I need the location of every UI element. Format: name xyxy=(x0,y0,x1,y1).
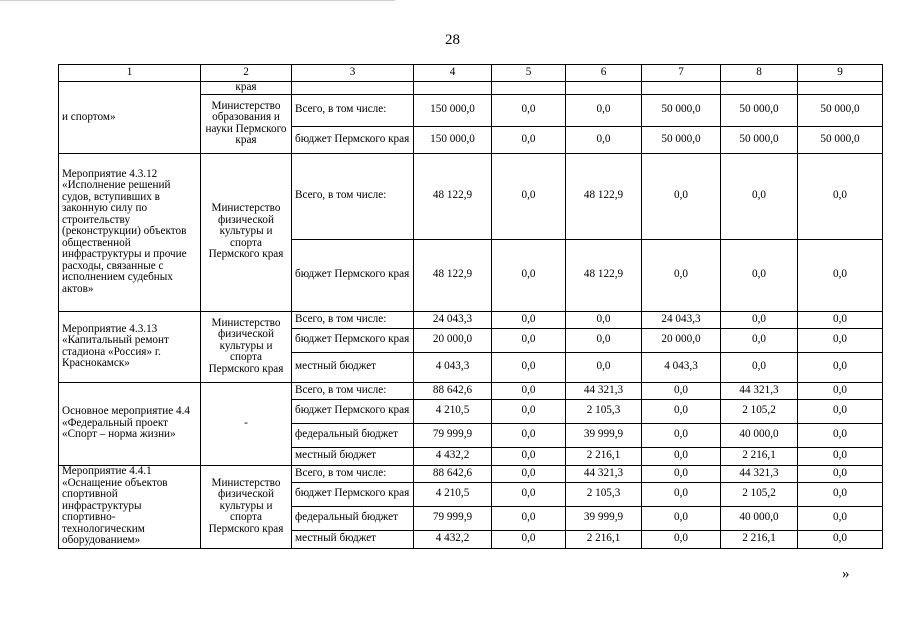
value-cell: 0,0 xyxy=(492,239,566,311)
value-cell: 0,0 xyxy=(492,399,566,423)
funding-source: Всего, в том числе: xyxy=(292,382,414,399)
value-cell: 39 999,9 xyxy=(566,423,642,447)
value-cell: 150 000,0 xyxy=(414,94,492,126)
value-cell: 50 000,0 xyxy=(642,94,721,126)
value-cell: 2 216,1 xyxy=(566,530,642,548)
value-cell: 0,0 xyxy=(492,447,566,465)
value-cell: 0,0 xyxy=(566,328,642,352)
value-cell: 0,0 xyxy=(798,447,883,465)
column-header: 5 xyxy=(492,65,566,82)
value-cell: 0,0 xyxy=(642,153,721,239)
funding-source: Всего, в том числе: xyxy=(292,465,414,482)
value-cell: 48 122,9 xyxy=(414,239,492,311)
funding-source: местный бюджет xyxy=(292,352,414,382)
value-cell: 4 432,2 xyxy=(414,530,492,548)
value-cell: 0,0 xyxy=(492,465,566,482)
value-cell: 79 999,9 xyxy=(414,423,492,447)
value-cell: 48 122,9 xyxy=(566,153,642,239)
value-cell: 4 210,5 xyxy=(414,482,492,506)
value-cell: 50 000,0 xyxy=(642,126,721,153)
funding-source: Всего, в том числе: xyxy=(292,153,414,239)
value-cell: 44 321,3 xyxy=(566,382,642,399)
table-row xyxy=(59,382,883,399)
value-cell: 2 105,3 xyxy=(566,482,642,506)
column-header: 2 xyxy=(201,65,292,82)
table-row xyxy=(59,153,883,239)
value-cell xyxy=(566,82,642,95)
value-cell: 0,0 xyxy=(798,352,883,382)
closing-quote-mark: » xyxy=(842,566,850,582)
value-cell: 50 000,0 xyxy=(798,94,883,126)
value-cell: 0,0 xyxy=(492,530,566,548)
funding-source: Всего, в том числе: xyxy=(292,94,414,126)
table-row xyxy=(59,465,883,482)
value-cell: 0,0 xyxy=(642,399,721,423)
value-cell: 0,0 xyxy=(798,465,883,482)
value-cell: 2 105,3 xyxy=(566,399,642,423)
value-cell: 0,0 xyxy=(721,153,798,239)
value-cell: 44 321,3 xyxy=(721,382,798,399)
column-header: 3 xyxy=(292,65,414,82)
value-cell: 0,0 xyxy=(798,153,883,239)
column-header: 9 xyxy=(798,65,883,82)
value-cell: 0,0 xyxy=(798,311,883,328)
value-cell: 4 043,3 xyxy=(414,352,492,382)
value-cell: 88 642,6 xyxy=(414,465,492,482)
value-cell: 2 105,2 xyxy=(721,399,798,423)
value-cell: 0,0 xyxy=(721,311,798,328)
funding-source xyxy=(292,82,414,95)
value-cell: 0,0 xyxy=(642,465,721,482)
table-row xyxy=(59,311,883,328)
value-cell: 0,0 xyxy=(642,530,721,548)
value-cell: 44 321,3 xyxy=(566,465,642,482)
value-cell xyxy=(721,82,798,95)
value-cell: 88 642,6 xyxy=(414,382,492,399)
column-header: 4 xyxy=(414,65,492,82)
value-cell: 0,0 xyxy=(492,311,566,328)
value-cell xyxy=(642,82,721,95)
value-cell: 4 210,5 xyxy=(414,399,492,423)
value-cell: 2 216,1 xyxy=(721,530,798,548)
value-cell: 4 432,2 xyxy=(414,447,492,465)
value-cell: 0,0 xyxy=(721,328,798,352)
value-cell: 0,0 xyxy=(642,482,721,506)
value-cell: 0,0 xyxy=(566,352,642,382)
value-cell: 39 999,9 xyxy=(566,506,642,530)
responsible-org: - xyxy=(201,382,292,465)
value-cell: 40 000,0 xyxy=(721,506,798,530)
value-cell xyxy=(798,82,883,95)
value-cell: 0,0 xyxy=(798,399,883,423)
activity-name: Основное мероприятие 4.4 «Федеральный проект «Спорт – норма жизни» xyxy=(59,382,201,465)
value-cell: 20 000,0 xyxy=(642,328,721,352)
value-cell: 0,0 xyxy=(642,423,721,447)
value-cell: 4 043,3 xyxy=(642,352,721,382)
responsible-org: Министерство физической культуры и спорта Пермского края xyxy=(201,311,292,382)
value-cell: 40 000,0 xyxy=(721,423,798,447)
funding-source: местный бюджет xyxy=(292,530,414,548)
value-cell: 24 043,3 xyxy=(414,311,492,328)
responsible-org: края xyxy=(201,82,292,95)
value-cell: 0,0 xyxy=(642,447,721,465)
value-cell: 0,0 xyxy=(798,506,883,530)
funding-source: бюджет Пермского края xyxy=(292,328,414,352)
activity-name: Мероприятие 4.3.13 «Капитальный ремонт стадиона «Россия» г. Краснокамск» xyxy=(59,311,201,382)
page-number: 28 xyxy=(445,32,460,48)
funding-source: местный бюджет xyxy=(292,447,414,465)
table-header-row xyxy=(59,65,883,82)
value-cell: 0,0 xyxy=(492,153,566,239)
value-cell: 0,0 xyxy=(798,482,883,506)
value-cell xyxy=(414,82,492,95)
value-cell: 0,0 xyxy=(642,506,721,530)
value-cell: 0,0 xyxy=(721,352,798,382)
value-cell: 0,0 xyxy=(492,482,566,506)
value-cell: 0,0 xyxy=(492,126,566,153)
responsible-org: Министерство физической культуры и спорта Пермского края xyxy=(201,465,292,548)
funding-source: федеральный бюджет xyxy=(292,423,414,447)
value-cell: 150 000,0 xyxy=(414,126,492,153)
value-cell: 0,0 xyxy=(492,382,566,399)
value-cell: 0,0 xyxy=(492,328,566,352)
value-cell: 20 000,0 xyxy=(414,328,492,352)
value-cell: 0,0 xyxy=(798,328,883,352)
value-cell: 0,0 xyxy=(566,94,642,126)
value-cell: 2 216,1 xyxy=(721,447,798,465)
value-cell: 79 999,9 xyxy=(414,506,492,530)
value-cell: 0,0 xyxy=(642,239,721,311)
funding-source: бюджет Пермского края xyxy=(292,126,414,153)
value-cell: 0,0 xyxy=(642,382,721,399)
value-cell: 0,0 xyxy=(492,506,566,530)
activity-name: Мероприятие 4.3.12 «Исполнение решений судов, вступивших в законную силу по строительству (реконструкции) объектов общественной инфраструктуры и прочие расходы, связанные с исполнением судебных актов» xyxy=(59,153,201,311)
value-cell: 0,0 xyxy=(566,126,642,153)
funding-source: Всего, в том числе: xyxy=(292,311,414,328)
value-cell: 48 122,9 xyxy=(566,239,642,311)
value-cell: 50 000,0 xyxy=(798,126,883,153)
funding-source: бюджет Пермского края xyxy=(292,239,414,311)
value-cell: 48 122,9 xyxy=(414,153,492,239)
value-cell: 2 216,1 xyxy=(566,447,642,465)
value-cell: 0,0 xyxy=(798,382,883,399)
top-rule xyxy=(0,0,395,1)
funding-source: федеральный бюджет xyxy=(292,506,414,530)
responsible-org: Министерство образования и науки Пермского края xyxy=(201,94,292,153)
value-cell: 0,0 xyxy=(566,311,642,328)
column-header: 1 xyxy=(59,65,201,82)
activity-name: Мероприятие 4.4.1 «Оснащение объектов спортивной инфраструктуры спортивно-технологическим оборудованием» xyxy=(59,465,201,548)
value-cell: 2 105,2 xyxy=(721,482,798,506)
value-cell: 44 321,3 xyxy=(721,465,798,482)
funding-source: бюджет Пермского края xyxy=(292,482,414,506)
value-cell: 0,0 xyxy=(798,423,883,447)
activity-name: и спортом» xyxy=(59,82,201,154)
responsible-org: Министерство физической культуры и спорта Пермского края xyxy=(201,153,292,311)
column-header: 6 xyxy=(566,65,642,82)
value-cell: 0,0 xyxy=(492,94,566,126)
value-cell: 0,0 xyxy=(492,423,566,447)
table-row xyxy=(59,82,883,95)
value-cell: 0,0 xyxy=(721,239,798,311)
budget-table xyxy=(58,64,883,549)
funding-source: бюджет Пермского края xyxy=(292,399,414,423)
value-cell: 0,0 xyxy=(798,239,883,311)
value-cell: 0,0 xyxy=(492,352,566,382)
value-cell: 0,0 xyxy=(798,530,883,548)
value-cell: 50 000,0 xyxy=(721,94,798,126)
value-cell: 50 000,0 xyxy=(721,126,798,153)
value-cell xyxy=(492,82,566,95)
column-header: 8 xyxy=(721,65,798,82)
column-header: 7 xyxy=(642,65,721,82)
value-cell: 24 043,3 xyxy=(642,311,721,328)
